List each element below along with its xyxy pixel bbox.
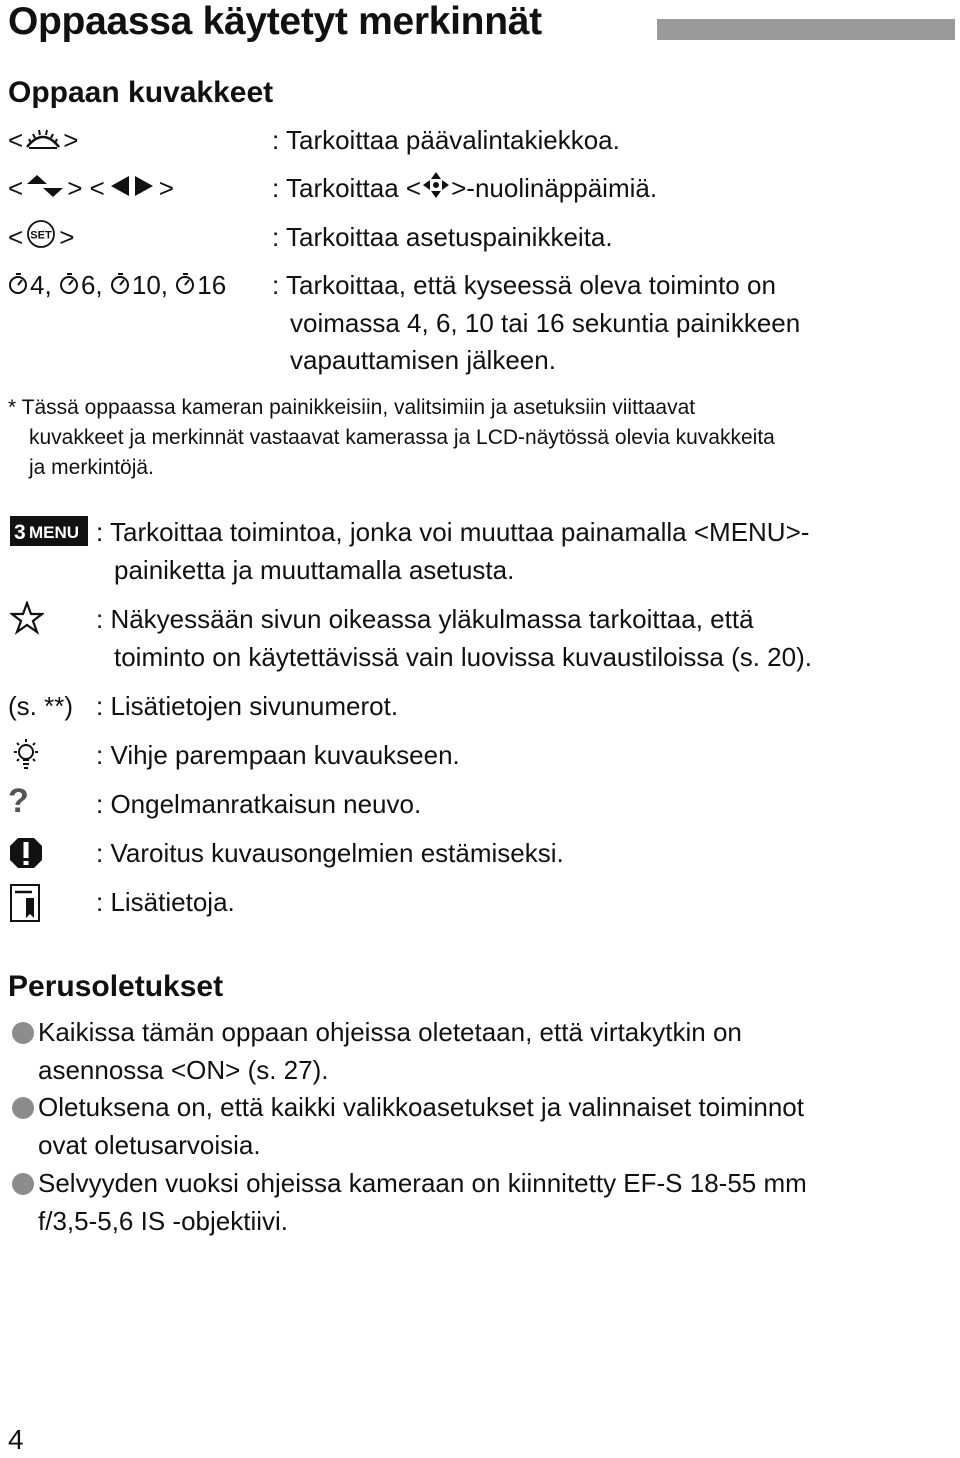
note-icon: [10, 884, 40, 927]
default-item-3-line-1: Selvyyden vuoksi ohjeissa kameraan on kiinnitetty EF-S 18-55 mm: [38, 1168, 807, 1198]
symbol-cross-keys: < > < >: [8, 169, 174, 209]
timer-icon: [8, 268, 30, 306]
svg-text:3: 3: [14, 521, 26, 544]
legend-menu-line-1: : Tarkoittaa toimintoa, jonka voi muuttaa painamalla <MENU>-: [96, 517, 810, 547]
desc-timers-line-1: : Tarkoittaa, että kyseessä oleva toiminto on: [272, 270, 776, 300]
symbol-main-dial: < >: [8, 121, 78, 161]
default-item-1-line-1: Kaikissa tämän oppaan ohjeissa oletetaan, että virtakytkin on: [38, 1017, 742, 1047]
cross-keys-icon: [421, 170, 451, 210]
section-heading-icons: Oppaan kuvakkeet: [8, 76, 274, 109]
bullet-icon: [12, 1173, 34, 1200]
svg-text:SET: SET: [30, 229, 52, 242]
bullet-icon: [12, 1097, 34, 1124]
left-right-arrows-icon: [105, 171, 159, 209]
legend-note-line-1: : Lisätietoja.: [96, 887, 235, 917]
default-item-2-line-2: ovat oletusarvoisia.: [38, 1130, 261, 1160]
legend-menu-line-2: painiketta ja muuttamalla asetusta.: [114, 555, 515, 585]
warning-icon: [8, 836, 44, 875]
up-down-arrows-icon: [23, 171, 67, 209]
legend-trouble-line-1: : Ongelmanratkaisun neuvo.: [96, 789, 422, 819]
desc-cross-keys: : Tarkoittaa < >-nuolinäppäimiä.: [272, 169, 657, 210]
default-item-1-line-2: asennossa <ON> (s. 27).: [38, 1055, 329, 1085]
title-decoration-bar: [657, 19, 955, 40]
default-item-2-line-1: Oletuksena on, että kaikki valikkoasetukset ja valinnaiset toiminnot: [38, 1092, 804, 1122]
bullet-icon: [12, 1022, 34, 1049]
symbol-set-button: < SET >: [8, 218, 74, 259]
legend-tip-line-1: : Vihje parempaan kuvaukseen.: [96, 740, 460, 770]
legend-star-line-1: : Näkyessään sivun oikeassa yläkulmassa tarkoittaa, että: [96, 604, 754, 634]
set-button-icon: [23, 219, 59, 259]
desc-timers-line-2: voimassa 4, 6, 10 tai 16 sekuntia painikkeen: [290, 308, 801, 338]
desc-main-dial: : Tarkoittaa päävalintakiekkoa.: [272, 125, 620, 155]
page-number: 4: [8, 1424, 24, 1455]
menu-icon: [10, 516, 88, 551]
default-item-3-line-2: f/3,5-5,6 IS -objektiivi.: [38, 1206, 288, 1236]
legend-page-ref-line-1: : Lisätietojen sivunumerot.: [96, 691, 399, 721]
question-icon: ?: [8, 782, 29, 820]
desc-set-button: : Tarkoittaa asetuspainikkeita.: [272, 222, 613, 252]
legend-star-line-2: toiminto on käytettävissä vain luovissa kuvaustiloissa (s. 20).: [114, 642, 812, 672]
timer-icon: [59, 268, 81, 306]
timer-icon: [175, 268, 197, 306]
footnote-line-2: kuvakkeet ja merkinnät vastaavat kamerassa ja LCD-näytössä olevia kuvakkeita: [29, 426, 775, 449]
page-ref-label: (s. **): [8, 691, 73, 721]
footnote-line-3: ja merkintöjä.: [29, 456, 154, 479]
page-title: Oppaassa käytetyt merkinnät: [8, 0, 542, 43]
star-icon: [10, 601, 44, 640]
legend-caution-line-1: : Varoitus kuvausongelmien estämiseksi.: [96, 838, 564, 868]
symbol-timers: 4, 6, 10, 16: [8, 266, 226, 306]
main-dial-icon: [23, 123, 63, 161]
lightbulb-icon: [8, 737, 44, 778]
footnote-line-1: * Tässä oppaassa kameran painikkeisiin, valitsimiin ja asetuksiin viittaavat: [8, 396, 696, 419]
timer-icon: [110, 268, 132, 306]
section-heading-defaults: Perusoletukset: [8, 970, 224, 1003]
svg-text:MENU: MENU: [28, 523, 80, 542]
desc-timers-line-3: vapauttamisen jälkeen.: [290, 345, 556, 375]
